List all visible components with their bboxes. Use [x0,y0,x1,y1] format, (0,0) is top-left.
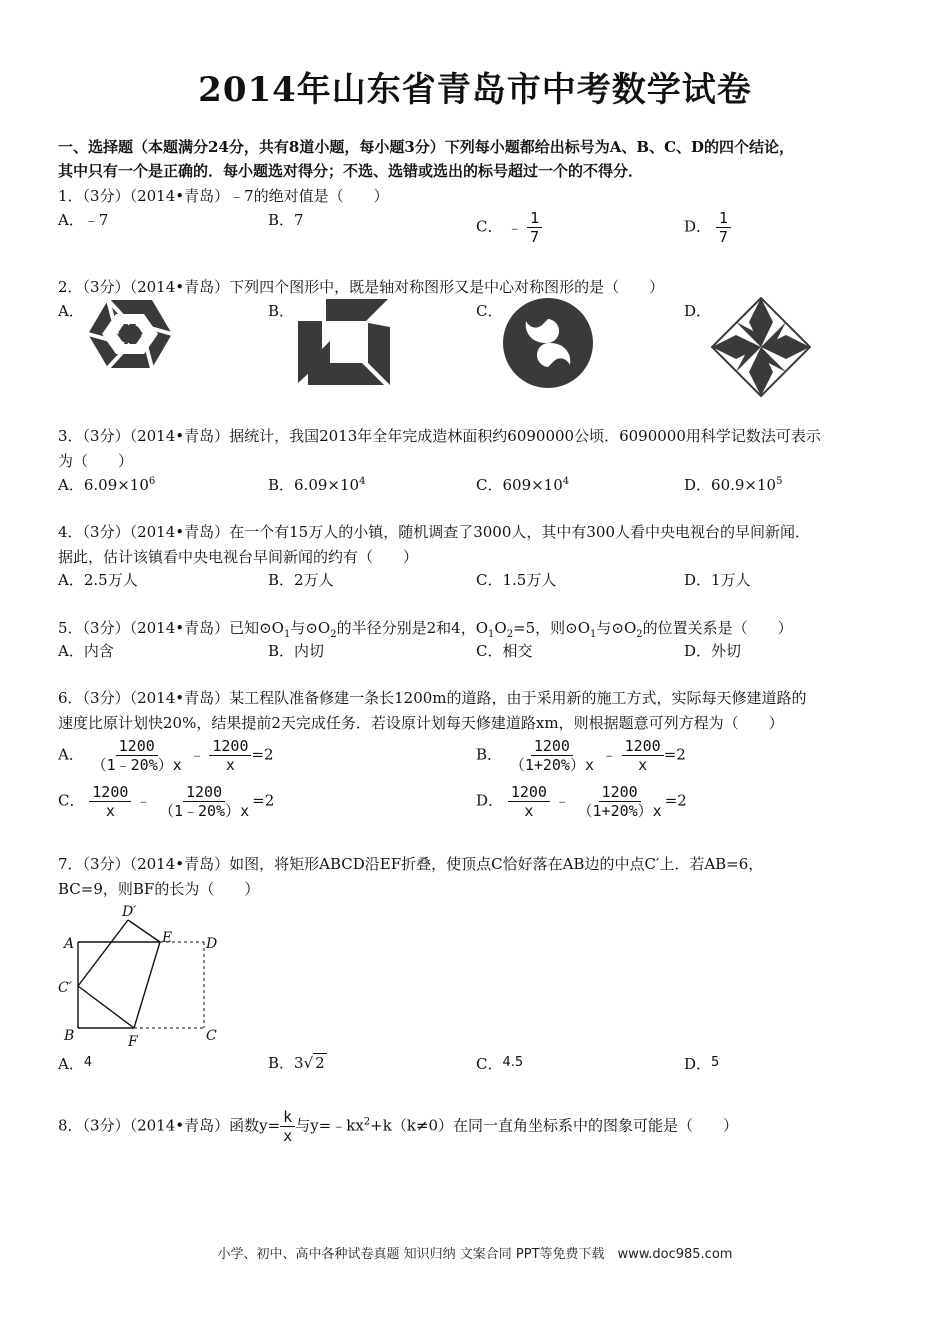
stem-text: 与y=﹣kx [295,1116,364,1135]
numerator: 1200 [209,737,251,756]
numerator: 1200 [116,737,158,756]
exponent: 4 [562,476,570,487]
tomoe-circle-icon [502,297,594,389]
subscript: 2 [506,629,514,640]
folded-rectangle-diagram [56,902,226,1050]
stem-text: 的位置关系是（ ） [642,619,793,637]
denominator: x [524,802,534,820]
stem-text: 5．（3分）（2014•青岛）已知⊙O [58,619,284,637]
fraction [280,1108,295,1145]
denominator: （1+20%）x [509,756,594,774]
q2-option-b: B． [268,302,295,320]
subscript: 1 [283,629,291,640]
subscript: 2 [330,629,337,640]
fraction [209,737,251,774]
question-7-stem-line2: BC=9，则BF的长为（ ） [58,880,260,898]
stem-text: 8．（3分）（2014•青岛）函数y= [58,1116,281,1135]
denominator: （1﹣20%）x [158,802,250,820]
question-2-stem: 2．（3分）（2014•青岛）下列四个图形中，既是轴对称图形又是中心对称图形的是（ ） [58,278,665,296]
minus-sign: ﹣ [554,791,570,810]
numerator: 1200 [89,783,131,802]
numerator: 1200 [622,737,664,756]
coefficient: 3 [294,1054,304,1072]
q5-option-b: B．内切 [268,642,325,660]
option-text: D．60.9×10 [684,476,777,494]
q2-option-d: D． [684,302,712,320]
question-6-stem-line2: 速度比原计划快20%，结果提前2天完成任务．若设原计划每天修建道路xm，则根据题意可列方程为（ ） [58,714,784,732]
q6-option-c [58,783,274,820]
subscript: 2 [636,629,643,640]
q7-option-a [58,1052,92,1075]
q5-option-a: A．内含 [58,642,114,660]
denominator: 7 [530,228,540,246]
option-label: D． [684,217,712,236]
denominator: x [225,756,235,774]
fraction [622,737,664,774]
exponent: 2 [363,1116,371,1128]
label-F: F [128,1034,138,1050]
q4-option-d: D．1万人 [684,571,751,589]
q6-option-d [476,783,687,820]
fraction [716,209,731,246]
equals-two: =2 [251,745,274,764]
denominator: x [638,756,648,774]
page-title: 2014年山东省青岛市中考数学试卷 [198,70,752,110]
denominator: x [283,1127,293,1145]
q4-option-c: C．1.5万人 [476,571,557,589]
q3-option-b [268,474,365,496]
page-footer: 小学、初中、高中各种试卷真题 知识归纳 文案合同 PPT等免费下载 www.doc985.com [217,1247,733,1262]
minus-sign: ﹣ [189,745,205,764]
minus-sign: ﹣ [136,791,152,810]
minus-sign: ﹣ [507,218,523,237]
hexagon-swirl-icon [86,298,174,370]
option-text: A．6.09×10 [58,476,149,494]
equals-two: =2 [664,791,687,810]
option-label: C． [476,217,503,236]
q1-option-a: A．﹣7 [58,211,109,229]
q7-option-c [476,1052,523,1075]
label-B: B [64,1028,75,1044]
option-value: 4 [83,1055,93,1070]
question-3-stem-line2: 为（ ） [58,452,134,470]
denominator: （1+20%）x [577,802,662,820]
option-label: C． [58,791,85,810]
section-heading-line1: 一、选择题（本题满分24分，共有8道小题，每小题3分）下列每小题都给出标号为A、B、C、D的四个结论， [58,138,795,156]
numerator: 1200 [531,737,573,756]
section-heading-line2: 其中只有一个是正确的．每小题选对得分；不选、选错或选出的标号超过一个的不得分． [58,162,644,180]
q2-option-c: C． [476,302,503,320]
option-label: B． [476,745,503,764]
question-8-stem [58,1108,738,1145]
minus-sign: ﹣ [601,745,617,764]
fraction [527,209,542,246]
exponent: 4 [359,476,366,487]
option-text: C．609×10 [476,476,563,494]
question-4-stem-line2: 据此，估计该镇看中央电视台早间新闻的约有（ ） [58,548,419,566]
exponent: 6 [148,476,156,487]
q7-option-d [684,1052,719,1075]
option-label: D． [476,791,504,810]
question-4-stem-line1: 4．（3分）（2014•青岛）在一个有15万人的小镇，随机调查了3000人，其中有300人看中央电视台的早间新闻． [58,523,811,541]
square-root: √ 2 [303,1054,325,1072]
stem-text: =5，则⊙O [513,619,591,637]
option-label: B． [268,1054,295,1072]
q1-option-d [684,209,731,246]
option-label: A． [58,1055,84,1073]
numerator: 1 [716,209,731,228]
question-3-stem-line1: 3．（3分）（2014•青岛）据统计，我国2013年全年完成造林面积约6090000公顷．6090000用科学记数法可表示 [58,427,821,445]
option-text: B．6.09×10 [268,476,360,494]
denominator: 7 [718,228,728,246]
option-value: 5 [711,1055,720,1070]
q3-option-a [58,474,155,496]
label-C: C [206,1028,217,1044]
numerator: 1 [527,209,542,228]
q6-option-b [476,737,686,774]
numerator: k [280,1108,295,1127]
question-1-stem: 1．（3分）（2014•青岛）﹣7的绝对值是（ ） [58,187,389,205]
q5-option-d: D．外切 [684,642,742,660]
q3-option-d [684,474,782,496]
option-value: 4.5 [502,1055,524,1070]
stem-text: O [494,619,507,637]
q6-option-a [58,737,274,774]
denominator: （1﹣20%）x [91,756,182,774]
q4-option-a: A．2.5万人 [58,571,138,589]
label-D-prime: D′ [122,904,137,920]
exponent: 5 [776,476,783,487]
stem-text: 的半径分别是2和4，O [336,619,488,637]
q4-option-b: B．2万人 [268,571,334,589]
q5-option-c: C．相交 [476,642,533,660]
fraction [156,783,252,820]
label-C-prime: C′ [58,980,72,996]
stem-text: 与⊙O [596,619,637,637]
label-E: E [162,930,173,946]
option-label: A． [58,745,84,764]
q7-option-b [268,1052,327,1074]
question-7-stem-line1: 7．（3分）（2014•青岛）如图，将矩形ABCD沿EF折叠，使顶点C恰好落在AB边的中点C′上．若AB=6， [58,855,764,873]
numerator: 1200 [599,783,641,802]
equals-two: =2 [663,745,686,764]
question-6-stem-line1: 6．（3分）（2014•青岛）某工程队准备修建一条长1200m的道路，由于采用新的施工方式，实际每天修建道路的 [58,689,807,707]
radicand: 2 [315,1054,325,1072]
option-label: C． [476,1055,503,1073]
q1-option-c [476,209,542,246]
numerator: 1200 [508,783,550,802]
numerator: 1200 [183,783,225,802]
square-pinwheel-icon [296,297,392,387]
label-A: A [64,936,75,952]
fraction [575,783,665,820]
q2-option-a: A． [58,302,84,320]
q3-option-c [476,474,569,496]
question-5-stem [58,616,793,640]
diamond-pinwheel-icon [711,297,811,397]
fraction [508,783,550,820]
stem-text: +k（k≠0）在同一直角坐标系中的图象可能是（ ） [370,1116,739,1135]
fraction [89,737,185,774]
equals-two: =2 [252,791,275,810]
fraction [507,737,597,774]
stem-text: 与⊙O [290,619,331,637]
q1-option-b: B．7 [268,211,304,229]
label-D: D [206,936,218,952]
subscript: 1 [488,629,495,640]
fraction [89,783,131,820]
option-label: D． [684,1055,712,1073]
denominator: x [105,802,115,820]
subscript: 1 [590,629,597,640]
